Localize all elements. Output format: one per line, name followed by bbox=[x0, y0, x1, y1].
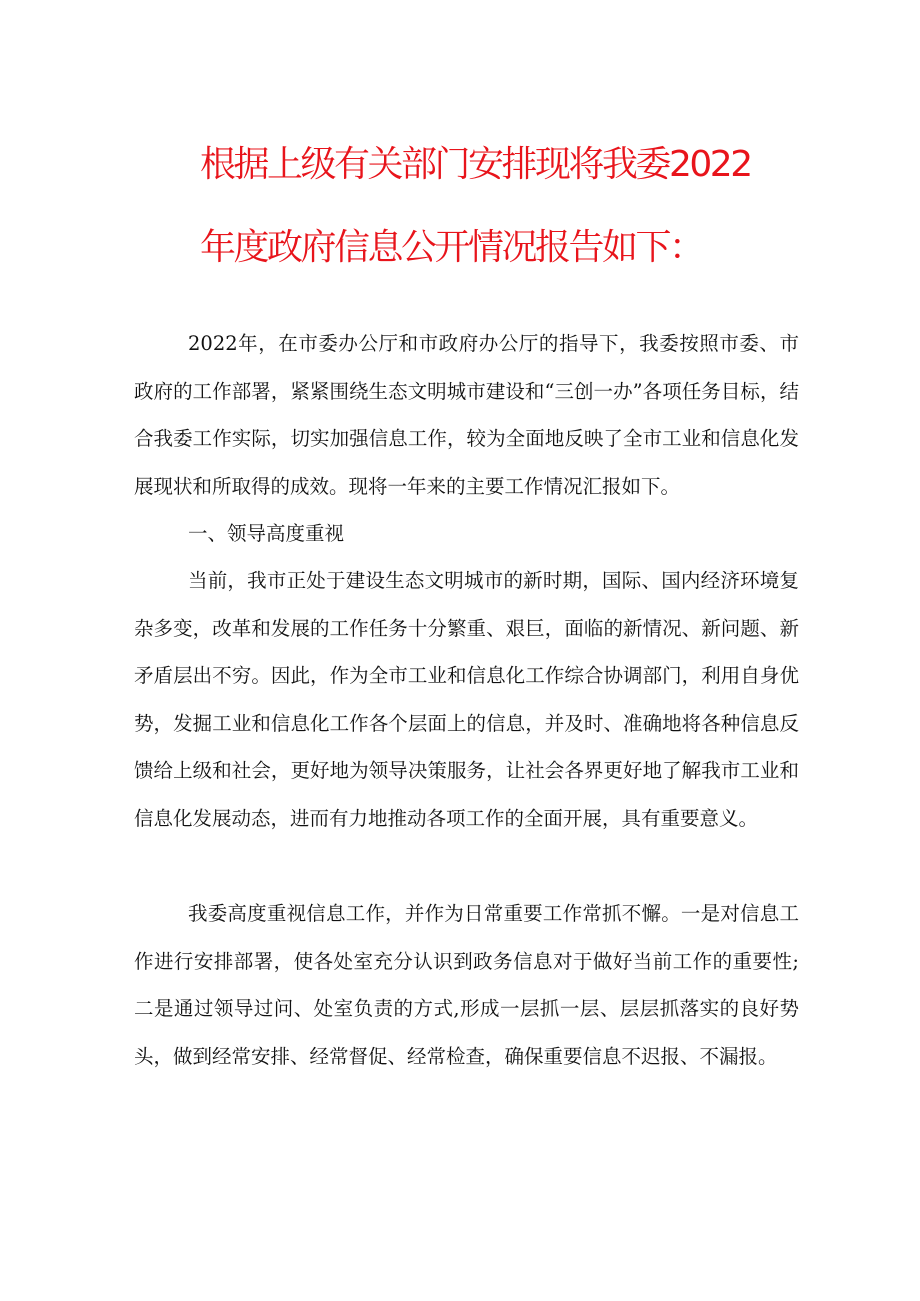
document-title-line-1: 根据上级有关部门安排现将我委2022 bbox=[200, 144, 751, 185]
paragraph-current-situation: 当前，我市正处于建设生态文明城市的新时期，国际、国内经济环境复杂多变，改革和发展的工作任务十分繁重、艰巨，面临的新情况、新问题、新矛盾层出不穷。因此，作为全市工业和信息化工作综合协调部门，利用自身优势，发掘工业和信息化工作各个层面上的信息，并及时、准确地将各种信息反馈给上级和社会，更好地为领导决策服务，让社会各界更好地了解我市工业和信息化发展动态，进而有力地推动各项工作的全面开展，具有重要意义。 bbox=[134, 569, 799, 830]
paragraph-emphasis: 我委高度重视信息工作，并作为日常重要工作常抓不懈。一是对信息工作进行安排部署，使各处室充分认识到政务信息对于做好当前工作的重要性;二是通过领导过问、处室负责的方式,形成一层抓一层、层层抓落实的良好势头，做到经常安排、经常督促、经常检查，确保重要信息不迟报、不漏报。 bbox=[134, 902, 799, 1068]
section-heading-1: 一、领导高度重视 bbox=[188, 522, 345, 545]
document-title-line-2: 年度政府信息公开情况报告如下： bbox=[200, 227, 703, 268]
paragraph-intro: 2022年，在市委办公厅和市政府办公厅的指导下，我委按照市委、市政府的工作部署，紧紧围绕生态文明城市建设和“三创一办”各项任务目标，结合我委工作实际，切实加强信息工作，较为全面地反映了全市工业和信息化发展现状和所取得的成效。现将一年来的主要工作情况汇报如下。 bbox=[134, 332, 799, 498]
